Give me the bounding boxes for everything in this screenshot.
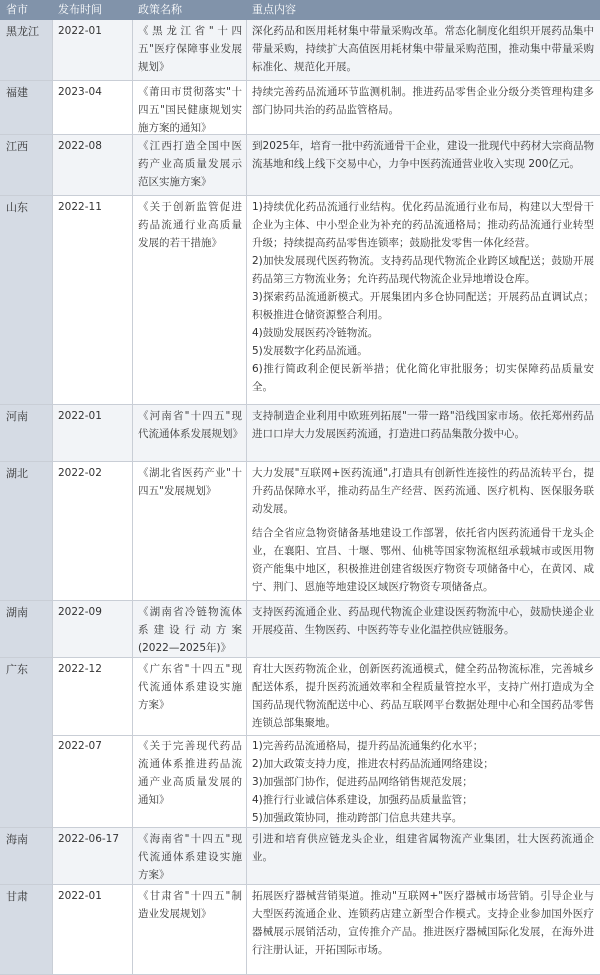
province-cell: 湖南 bbox=[0, 601, 52, 658]
column-divider bbox=[52, 20, 53, 975]
column-divider bbox=[246, 20, 247, 975]
content-paragraph: 2)加大政策支持力度，推进农村药品流通网络建设； bbox=[252, 758, 494, 770]
policy-name-cell: 《江西打造全国中医药产业高质量发展示范区实施方案》 bbox=[138, 140, 242, 188]
content-paragraph: 引进和培育供应链龙头企业，组建省属物流产业集团，壮大医药流通企业。 bbox=[252, 833, 594, 863]
policy-name-cell: 《海南省"十四五"现代流通体系建设实施方案》 bbox=[138, 833, 242, 881]
date-cell: 2022-02 bbox=[58, 467, 102, 479]
header-policy-name: 政策名称 bbox=[138, 3, 182, 16]
date-cell: 2022-01 bbox=[58, 890, 102, 902]
policy-name-cell: 《广东省"十四五"现代流通体系建设实施方案》 bbox=[138, 663, 242, 711]
province-cell: 广东 bbox=[0, 658, 52, 828]
header-province: 省市 bbox=[6, 3, 28, 16]
province-cell: 山东 bbox=[0, 196, 52, 405]
policy-name-cell: 《关于创新监管促进药品流通行业高质量发展的若干措施》 bbox=[138, 201, 242, 249]
header-date: 发布时间 bbox=[58, 3, 102, 16]
policy-name-cell: 《莆田市贯彻落实"十四五"国民健康规划实施方案的通知》 bbox=[138, 86, 242, 134]
policy-name-cell: 《河南省"十四五"现代流通体系发展规划》 bbox=[138, 410, 243, 440]
date-cell: 2022-12 bbox=[58, 663, 102, 675]
policy-name-cell: 《甘肃省"十四五"制造业发展规划》 bbox=[138, 890, 242, 920]
province-cell: 福建 bbox=[0, 81, 52, 135]
content-paragraph: 1)完善药品流通格局，提升药品流通集约化水平； bbox=[252, 740, 484, 752]
content-paragraph: 支持制造企业利用中欧班列拓展"一带一路"沿线国家市场。依托郑州药品进口口岸大力发展医药流通，打造进口药品集散分拨中心。 bbox=[252, 410, 594, 440]
policy-name-cell: 《关于完善现代药品流通体系推进药品流通产业高质量发展的通知》 bbox=[138, 740, 242, 806]
date-cell: 2022-01 bbox=[58, 25, 102, 37]
key-content-cell bbox=[246, 464, 600, 596]
content-paragraph: 结合全省应急物资储备基地建设工作部署，依托省内医药流通骨干龙头企业，在襄阳、宜昌、十堰、鄂州、仙桃等国家物流枢纽承载城市或医用物资产能集中地区，积极推进创建省级医疗物资专项储备中心，在黄冈、咸宁、荆门、恩施等地建设区域医疗物资专项储备点。 bbox=[252, 527, 594, 593]
date-cell: 2022-11 bbox=[58, 201, 102, 213]
row-divider bbox=[52, 735, 600, 736]
content-paragraph: 到2025年，培育一批中药流通骨干企业，建设一批现代中药材大宗商品物流基地和线上线下交易中心，力争中医药流通营业收入实现 200亿元。 bbox=[252, 140, 594, 170]
province-cell: 海南 bbox=[0, 828, 52, 885]
policy-name-cell: 《黑龙江省"十四五"医疗保障事业发展规划》 bbox=[138, 25, 242, 73]
key-content-cell bbox=[246, 737, 600, 827]
table-header bbox=[0, 0, 600, 20]
content-paragraph: 深化药品和医用耗材集中带量采购改革。常态化制度化组织开展药品集中带量采购，持续扩大高值医用耗材集中带量采购范围，推动集中带量采购标准化、规范化开展。 bbox=[252, 25, 594, 73]
date-cell: 2022-01 bbox=[58, 410, 102, 422]
content-paragraph: 持续完善药品流通环节监测机制。推进药品零售企业分级分类管理构建多部门协同共治的药品监管格局。 bbox=[252, 86, 594, 116]
province-cell: 黑龙江 bbox=[0, 20, 52, 81]
key-content-cell bbox=[246, 198, 600, 396]
content-paragraph: 2)加快发展现代医药物流。支持药品现代物流企业跨区域配送；鼓励开展药品第三方物流业务；允许药品现代物流企业异地增设仓库。 bbox=[252, 255, 594, 285]
date-cell: 2023-04 bbox=[58, 86, 102, 98]
content-paragraph: 4)鼓励发展医药冷链物流。 bbox=[252, 327, 379, 339]
key-content-cell bbox=[246, 407, 600, 443]
province-cell: 江西 bbox=[0, 135, 52, 196]
header-key-content: 重点内容 bbox=[252, 3, 296, 16]
content-paragraph: 4)推行行业诚信体系建设，加强药品质量监管； bbox=[252, 794, 473, 806]
column-divider bbox=[132, 20, 133, 975]
content-paragraph: 育壮大医药物流企业，创新医药流通模式，健全药品物流标准，完善城乡配送体系，提升医药流通效率和全程质量管控水平，支持广州打造成为全国药品现代物流配送中心、药品互联网平台数据处理中心和全国药品零售连锁总部集聚地。 bbox=[252, 663, 594, 729]
province-cell: 甘肃 bbox=[0, 885, 52, 975]
content-paragraph: 3)探索药品流通新模式。开展集团内多仓协同配送；开展药品直调试点；积极推进仓储资源整合利用。 bbox=[252, 291, 594, 321]
policy-name-cell: 《湖南省冷链物流体系建设行动方案(2022—2025年)》 bbox=[138, 606, 242, 654]
key-content-cell bbox=[246, 603, 600, 639]
province-cell: 河南 bbox=[0, 405, 52, 462]
content-paragraph: 支持医药流通企业、药品现代物流企业建设医药物流中心，鼓励快递企业开展疫苗、生物医药、中医药等专业化温控供应链服务。 bbox=[252, 606, 594, 636]
date-cell: 2022-07 bbox=[58, 740, 102, 752]
content-paragraph: 1)持续优化药品流通行业结构。优化药品流通行业布局，构建以大型骨干企业为主体、中小型企业为补充的药品流通格局；推动药品流通行业转型升级；持续提高药品零售连锁率；鼓励批发零售一体化经营。 bbox=[252, 201, 594, 249]
content-paragraph: 大力发展"互联网+医药流通",打造具有创新性连接性的药品流转平台，提升药品保障水平，推动药品生产经营、医药流通、医疗机构、医保服务联动发展。 bbox=[252, 467, 594, 515]
key-content-cell bbox=[246, 83, 600, 119]
date-cell: 2022-09 bbox=[58, 606, 102, 618]
content-paragraph: 5)发展数字化药品流通。 bbox=[252, 345, 368, 357]
key-content-cell bbox=[246, 887, 600, 959]
policy-name-cell: 《湖北省医药产业"十四五"发展规划》 bbox=[138, 467, 242, 497]
key-content-cell bbox=[246, 137, 600, 173]
province-cell: 湖北 bbox=[0, 462, 52, 601]
date-cell: 2022-06-17 bbox=[58, 833, 120, 845]
key-content-cell bbox=[246, 830, 600, 866]
content-paragraph: 5)加强政策协同，推动跨部门信息共建共享。 bbox=[252, 812, 463, 824]
content-paragraph: 6)推行简政利企便民新举措；优化简化审批服务；切实保障药品质量安全。 bbox=[252, 363, 594, 393]
key-content-cell bbox=[246, 22, 600, 76]
key-content-cell bbox=[246, 660, 600, 732]
content-paragraph: 拓展医疗器械营销渠道。推动"互联网+"医疗器械市场营销。引导企业与大型医药流通企业、连锁药店建立新型合作模式。支持企业参加国外医疗器械展示展销活动，宣传推介产品。推进医疗器械国际化发展，在海外进行注册认证，开拓国际市场。 bbox=[252, 890, 594, 956]
content-paragraph: 3)加强部门协作，促进药品网络销售规范发展； bbox=[252, 776, 473, 788]
date-cell: 2022-08 bbox=[58, 140, 102, 152]
